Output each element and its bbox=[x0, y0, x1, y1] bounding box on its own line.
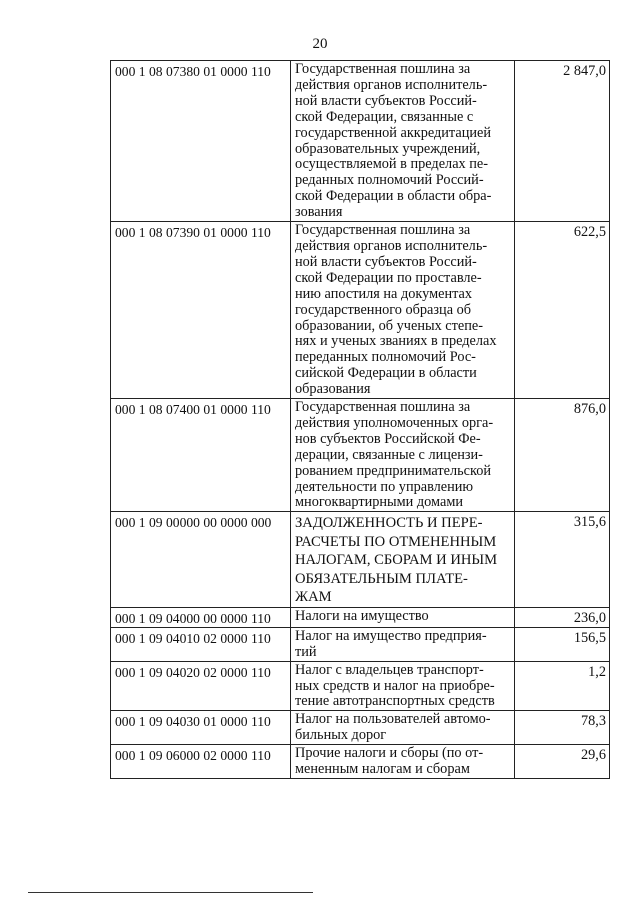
revenue-name-line: Государственная пошлина за bbox=[295, 222, 471, 239]
revenue-name-line: Налог с владельцев транспорт- bbox=[295, 661, 484, 678]
table-body bbox=[111, 61, 610, 779]
amount-cell: 29,6 bbox=[515, 745, 610, 779]
revenue-name-line: образования bbox=[295, 381, 371, 398]
revenue-code-cell: 000 1 09 04000 00 0000 110 bbox=[111, 607, 291, 627]
revenue-name-line: Прочие налоги и сборы (по от- bbox=[295, 745, 484, 762]
revenue-name-line: нях и ученых званиях в пределах bbox=[295, 333, 497, 350]
revenue-name-line: нов субъектов Российской Фе- bbox=[295, 430, 481, 447]
revenue-name-cell bbox=[291, 512, 515, 608]
revenue-code-cell: 000 1 09 00000 00 0000 000 bbox=[111, 512, 291, 608]
revenue-name-cell bbox=[291, 607, 515, 627]
revenue-name-line: ОБЯЗАТЕЛЬНЫМ ПЛАТЕ- bbox=[295, 570, 468, 587]
revenue-name-line: ной власти субъектов Россий- bbox=[295, 253, 477, 270]
table-row bbox=[111, 399, 610, 512]
revenue-name-line: ской Федерации по проставле- bbox=[295, 269, 482, 286]
table-row bbox=[111, 627, 610, 661]
revenue-name-line: осуществляемой в пределах пе- bbox=[295, 156, 489, 173]
revenue-name-cell bbox=[291, 222, 515, 399]
revenue-name-line: образовании, об ученых степе- bbox=[295, 317, 483, 334]
revenue-name-line: РАСЧЕТЫ ПО ОТМЕНЕННЫМ bbox=[295, 533, 497, 550]
revenue-code-cell: 000 1 09 04030 01 0000 110 bbox=[111, 711, 291, 745]
revenue-name-line: ЖАМ bbox=[295, 589, 332, 606]
revenue-code-cell: 000 1 09 04020 02 0000 110 bbox=[111, 661, 291, 711]
revenue-name-line: образовательных учреждений, bbox=[295, 140, 481, 157]
revenue-name-cell bbox=[291, 745, 515, 779]
amount-cell: 1,2 bbox=[515, 661, 610, 711]
revenue-name-line: рованием предпринимательской bbox=[295, 462, 491, 479]
revenue-name-line: тение автотранспортных средств bbox=[295, 693, 495, 710]
revenue-name-line: мененным налогам и сборам bbox=[295, 761, 470, 778]
revenue-name-line: ской Федерации в области обра- bbox=[295, 188, 492, 205]
table-row bbox=[111, 607, 610, 627]
revenue-name-line: ной власти субъектов Россий- bbox=[295, 92, 477, 109]
amount-cell: 315,6 bbox=[515, 512, 610, 608]
revenue-code-cell: 000 1 08 07390 01 0000 110 bbox=[111, 222, 291, 399]
revenue-name-line: дерации, связанные с лицензи- bbox=[295, 446, 483, 463]
amount-cell: 236,0 bbox=[515, 607, 610, 627]
revenue-name-line: ных средств и налог на приобре- bbox=[295, 677, 495, 694]
revenue-name-line: Государственная пошлина за bbox=[295, 399, 471, 416]
amount-cell: 156,5 bbox=[515, 627, 610, 661]
revenue-name-cell bbox=[291, 627, 515, 661]
amount-cell: 2 847,0 bbox=[515, 61, 610, 222]
budget-revenue-table bbox=[110, 60, 610, 779]
revenue-name-line: государственного образца об bbox=[295, 301, 472, 318]
revenue-name-line: реданных полномочий Россий- bbox=[295, 172, 484, 189]
revenue-name-cell bbox=[291, 399, 515, 512]
revenue-code-cell: 000 1 08 07380 01 0000 110 bbox=[111, 61, 291, 222]
revenue-name-line: действия органов исполнитель- bbox=[295, 76, 488, 93]
footer-rule bbox=[28, 892, 313, 893]
revenue-name-line: сийской Федерации в области bbox=[295, 365, 477, 382]
table-row bbox=[111, 512, 610, 608]
revenue-name-line: НАЛОГАМ, СБОРАМ И ИНЫМ bbox=[295, 552, 498, 569]
amount-cell: 78,3 bbox=[515, 711, 610, 745]
revenue-name-line: ской Федерации, связанные с bbox=[295, 108, 474, 125]
revenue-name-line: государственной аккредитацией bbox=[295, 124, 492, 141]
amount-cell: 876,0 bbox=[515, 399, 610, 512]
revenue-name-line: нию апостиля на документах bbox=[295, 285, 473, 302]
revenue-name-line: Налог на пользователей автомо- bbox=[295, 711, 491, 728]
revenue-name-line: Налог на имущество предприя- bbox=[295, 627, 487, 644]
revenue-name-line: действия органов исполнитель- bbox=[295, 237, 488, 254]
revenue-name-line: ЗАДОЛЖЕННОСТЬ И ПЕРЕ- bbox=[295, 515, 483, 532]
revenue-name-cell bbox=[291, 661, 515, 711]
revenue-name-cell bbox=[291, 61, 515, 222]
revenue-code-cell: 000 1 09 04010 02 0000 110 bbox=[111, 627, 291, 661]
table-row bbox=[111, 222, 610, 399]
revenue-name-cell bbox=[291, 711, 515, 745]
revenue-name-line: бильных дорог bbox=[295, 727, 387, 744]
revenue-code-cell: 000 1 08 07400 01 0000 110 bbox=[111, 399, 291, 512]
table-row bbox=[111, 661, 610, 711]
revenue-name-line: действия уполномоченных орга- bbox=[295, 414, 494, 431]
revenue-name-line: многоквартирными домами bbox=[295, 494, 464, 511]
table-row bbox=[111, 745, 610, 779]
revenue-name-line: Налоги на имущество bbox=[295, 607, 429, 624]
revenue-code-cell: 000 1 09 06000 02 0000 110 bbox=[111, 745, 291, 779]
revenue-name-line: Государственная пошлина за bbox=[295, 61, 471, 77]
revenue-name-line: деятельности по управлению bbox=[295, 478, 474, 495]
page-number: 20 bbox=[312, 36, 328, 52]
table-row bbox=[111, 711, 610, 745]
revenue-name-line: зования bbox=[295, 204, 343, 221]
amount-cell: 622,5 bbox=[515, 222, 610, 399]
revenue-name-line: тий bbox=[295, 643, 317, 660]
table-row bbox=[111, 61, 610, 222]
revenue-name-line: переданных полномочий Рос- bbox=[295, 349, 476, 366]
